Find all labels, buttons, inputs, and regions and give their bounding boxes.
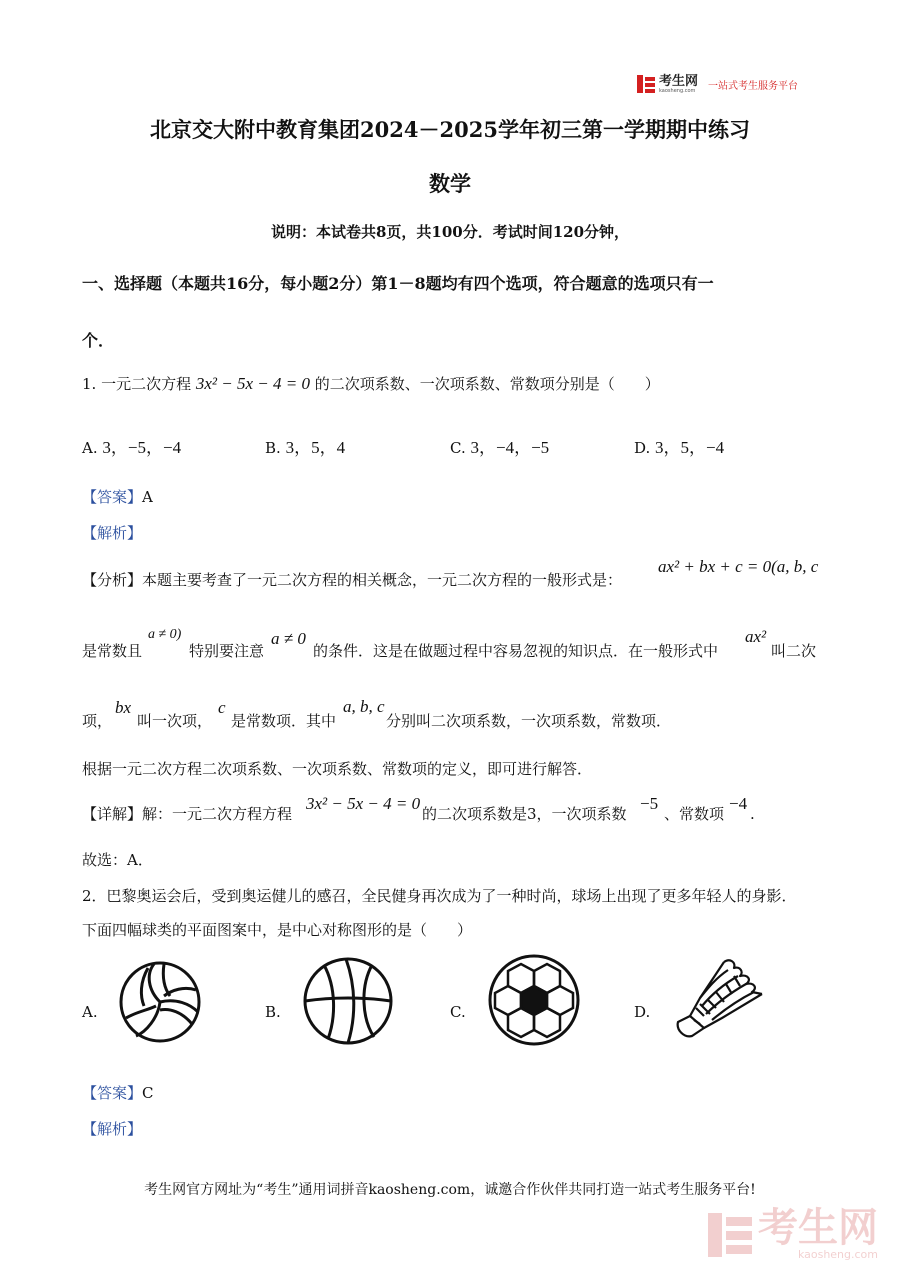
option-a[interactable]: A. 3，−5，−4 <box>82 438 182 457</box>
question-number: 1. <box>82 375 97 393</box>
coefficients-abc: a, b, c <box>343 697 385 716</box>
linear-coefficient: −5 <box>640 794 659 813</box>
question-2-stem-cont: 下面四幅球类的平面图案中，是中心对称图形的是（ ） <box>82 921 473 939</box>
volleyball-icon[interactable] <box>118 960 202 1044</box>
stem-text: 一元二次方程 <box>101 375 192 393</box>
analysis-line-1: 【分析】本题主要考查了一元二次方程的相关概念，一元二次方程的一般形式是： <box>82 571 623 589</box>
q2-answer-line <box>82 1083 154 1103</box>
analysis-line-2e: 的条件．这是在做题过程中容易忽视的知识点．在一般形式中 <box>313 642 719 660</box>
logo-name: 考生网 <box>659 73 699 89</box>
equation: 3x² − 5x − 4 = 0 <box>195 374 310 393</box>
analysis-line-2g: 叫二次 <box>771 642 817 660</box>
detail-mid-1: 的二次项系数是3，一次项系数 <box>422 805 627 823</box>
subject-title: 数学 <box>429 171 471 196</box>
answer-tag: 【答案】 <box>82 488 143 506</box>
section-heading: 一、选择题（本题共16分，每小题2分）第1－8题均有四个选项，符合题意的选项只有一 <box>82 274 714 293</box>
condition-a-nonzero-2: a ≠ 0 <box>271 629 306 648</box>
footer-text: 考生网官方网址为“考生”通用词拼音kaosheng.com，诚邀合作伙伴共同打造一站式考生服务平台! <box>144 1182 756 1198</box>
constant-term: −4 <box>729 794 748 813</box>
answer-tag: 【答案】 <box>82 1084 143 1102</box>
analysis-line-2c: 特别要注意 <box>189 642 265 660</box>
analysis-line-3g: 分别叫二次项系数，一次项系数，常数项． <box>386 712 672 730</box>
term-ax2: ax² <box>745 627 767 646</box>
analysis-tag: 【解析】 <box>82 524 143 542</box>
term-c: c <box>218 698 226 717</box>
q2-analysis-tag: 【解析】 <box>82 1120 143 1138</box>
watermark-name: 考生网 <box>758 1205 878 1251</box>
general-form-equation: ax² + bx + c = 0(a, b, c <box>658 557 819 576</box>
basketball-icon[interactable] <box>302 957 394 1045</box>
condition-a-nonzero: a ≠ 0) <box>148 627 182 642</box>
exam-instruction: 说明：本试卷共8页，共100分．考试时间120分钟， <box>270 223 630 241</box>
detail-equation: 3x² − 5x − 4 = 0 <box>306 794 421 813</box>
watermark <box>708 1205 878 1261</box>
analysis-line-3c: 叫一次项， <box>137 712 213 730</box>
section-heading-cont: 个． <box>82 331 115 350</box>
analysis-line-3a: 项， <box>82 712 113 730</box>
answer-value: C <box>142 1084 154 1102</box>
shuttlecock-icon[interactable] <box>670 958 766 1042</box>
question-1-stem <box>82 374 660 394</box>
answer-line <box>82 487 153 507</box>
page-title: 北京交大附中教育集团2024－2025学年初三第一学期期中练习 <box>150 117 750 142</box>
question-2-stem: 2．巴黎奥运会后，受到奥运健儿的感召，全民健身再次成为了一种时尚，球场上出现了更多年轻人的身影． <box>82 887 797 905</box>
analysis-line-3e: 是常数项．其中 <box>231 712 337 730</box>
analysis-line-4: 根据一元二次方程二次项系数、一次项系数、常数项的定义，即可进行解答． <box>82 760 593 778</box>
option-a-label[interactable]: A. <box>82 1003 98 1021</box>
term-bx: bx <box>115 698 132 717</box>
football-icon[interactable] <box>487 953 581 1047</box>
watermark-domain: kaosheng.com <box>797 1248 878 1261</box>
option-c[interactable]: C. 3，−4，−5 <box>450 438 550 457</box>
watermark-logo-icon <box>708 1213 752 1257</box>
option-d-label[interactable]: D. <box>634 1003 651 1021</box>
option-d[interactable]: D. 3，5，−4 <box>634 438 725 457</box>
option-c-label[interactable]: C. <box>450 1003 466 1021</box>
detail-end: . <box>750 805 755 823</box>
detail-mid-2: 、常数项 <box>664 805 725 823</box>
kaosheng-logo-icon <box>637 75 655 93</box>
analysis-line-2a: 是常数且 <box>82 642 143 660</box>
option-b-label[interactable]: B. <box>265 1003 281 1021</box>
logo-domain: kaosheng.com <box>659 87 696 94</box>
choose-line: 故选：A． <box>82 851 153 869</box>
stem-text: 的二次项系数、一次项系数、常数项分别是（ ） <box>314 375 660 393</box>
detail-line: 【详解】解：一元二次方程方程 <box>82 805 293 823</box>
option-b[interactable]: B. 3，5，4 <box>265 438 346 457</box>
answer-value: A <box>142 488 153 506</box>
logo-slogan: 一站式考生服务平台 <box>708 80 799 92</box>
header-logo <box>637 73 798 95</box>
